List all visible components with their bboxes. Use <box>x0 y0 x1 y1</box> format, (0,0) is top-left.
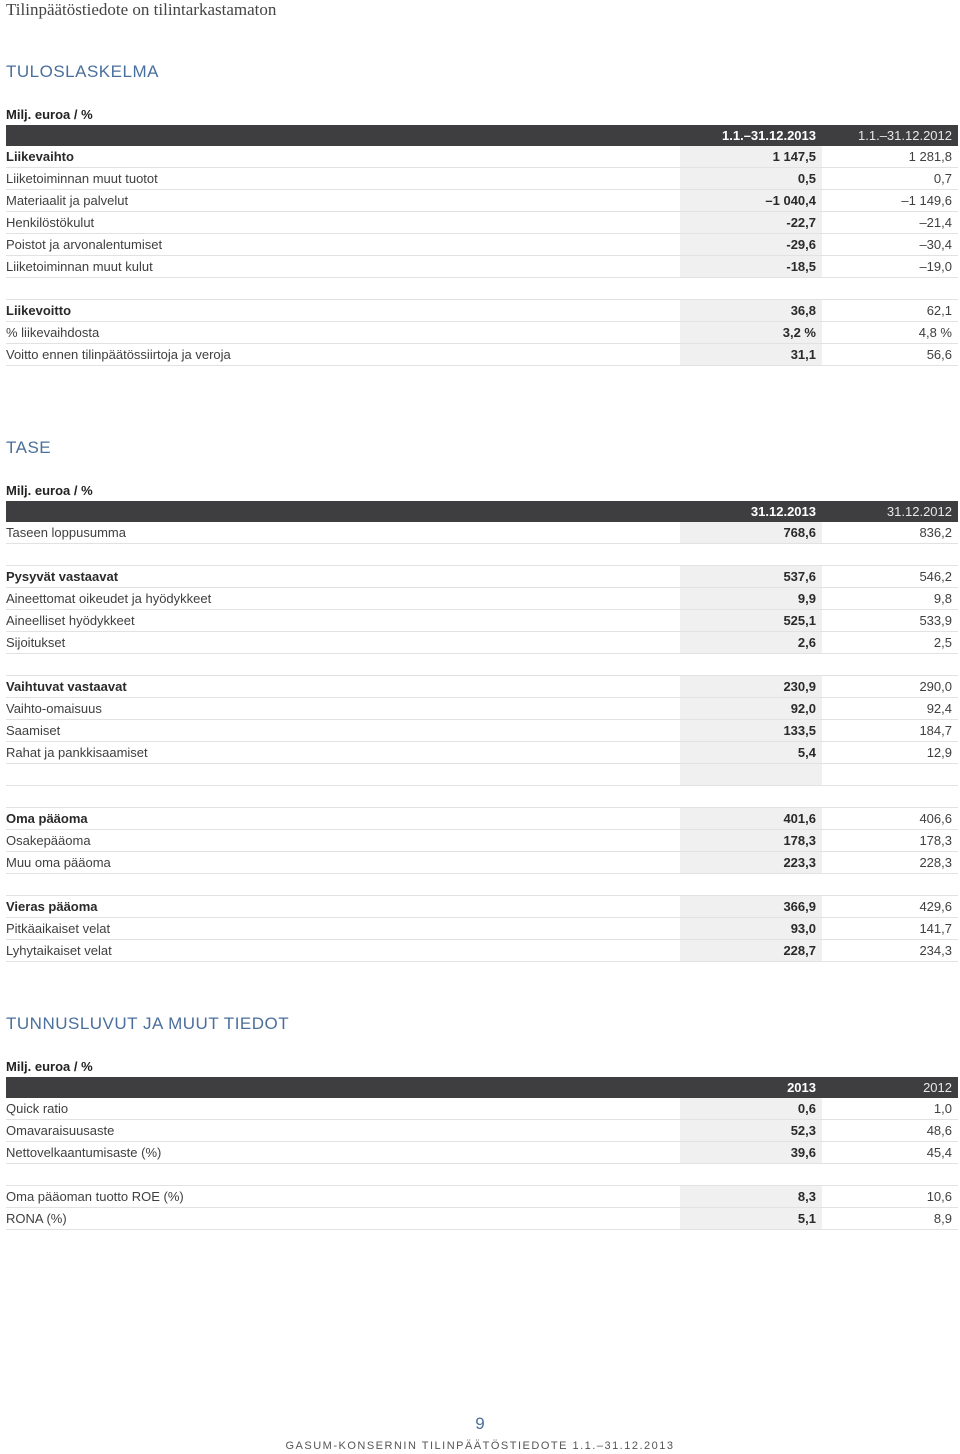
cell <box>680 1164 822 1186</box>
balance-sheet-section <box>6 438 958 962</box>
cell <box>6 764 680 786</box>
value-2013: 366,9 <box>680 896 822 918</box>
income-section-title: TULOSLASKELMA <box>6 62 159 81</box>
table-row <box>6 1208 958 1230</box>
value-2013: 768,6 <box>680 522 822 544</box>
table-row <box>6 830 958 852</box>
row-label: Vaihtuvat vastaavat <box>6 676 680 698</box>
row-label: Muu oma pääoma <box>6 852 680 874</box>
table-header-row <box>6 1077 958 1098</box>
income-table <box>6 125 958 366</box>
value-2012: 429,6 <box>822 896 958 918</box>
value-2012: 8,9 <box>822 1208 958 1230</box>
table-row <box>6 1120 958 1142</box>
row-label <box>6 125 680 146</box>
spacer-row <box>6 1164 958 1186</box>
row-label: Liikevaihto <box>6 146 680 168</box>
row-label: % liikevaihdosta <box>6 322 680 344</box>
row-label: Poistot ja arvonalentumiset <box>6 234 680 256</box>
value-2013: 0,5 <box>680 168 822 190</box>
row-label: Aineettomat oikeudet ja hyödykkeet <box>6 588 680 610</box>
row-label: Liiketoiminnan muut kulut <box>6 256 680 278</box>
row-label <box>6 501 680 522</box>
cell <box>822 874 958 896</box>
ratios-section-title: TUNNUSLUVUT JA MUUT TIEDOT <box>6 1014 290 1033</box>
cell <box>6 786 680 808</box>
value-2013: -29,6 <box>680 234 822 256</box>
value-2013: 230,9 <box>680 676 822 698</box>
column-header-2013: 2013 <box>680 1077 822 1098</box>
cell <box>822 1164 958 1186</box>
value-2013: 2,6 <box>680 632 822 654</box>
table-row <box>6 566 958 588</box>
table-row <box>6 588 958 610</box>
table-header-row <box>6 125 958 146</box>
row-label: Quick ratio <box>6 1098 680 1120</box>
value-2013: 39,6 <box>680 1142 822 1164</box>
row-label: Liiketoiminnan muut tuotot <box>6 168 680 190</box>
value-2012: 533,9 <box>822 610 958 632</box>
income-statement-section <box>6 62 958 366</box>
table-row <box>6 610 958 632</box>
value-2012: 12,9 <box>822 742 958 764</box>
value-2012: –21,4 <box>822 212 958 234</box>
table-row <box>6 742 958 764</box>
footer-title: GASUM-KONSERNIN TILINPÄÄTÖSTIEDOTE 1.1.–31.12.2013 <box>285 1440 675 1452</box>
value-2013: 0,6 <box>680 1098 822 1120</box>
value-2013: 223,3 <box>680 852 822 874</box>
column-header-2012: 31.12.2012 <box>822 501 958 522</box>
table-row <box>6 522 958 544</box>
value-2013: 401,6 <box>680 808 822 830</box>
column-header-2012: 2012 <box>822 1077 958 1098</box>
page-number: 9 <box>475 1414 485 1433</box>
cell <box>6 278 680 300</box>
value-2012: 9,8 <box>822 588 958 610</box>
balance-table <box>6 501 958 962</box>
cell <box>680 874 822 896</box>
value-2012: –19,0 <box>822 256 958 278</box>
table-row <box>6 918 958 940</box>
table-row <box>6 896 958 918</box>
spacer-row <box>6 786 958 808</box>
row-label: Sijoitukset <box>6 632 680 654</box>
value-2012: 45,4 <box>822 1142 958 1164</box>
spacer-row <box>6 278 958 300</box>
table-row <box>6 698 958 720</box>
value-2012: 4,8 % <box>822 322 958 344</box>
table-row <box>6 212 958 234</box>
value-2012: –30,4 <box>822 234 958 256</box>
row-label: Voitto ennen tilinpäätössiirtoja ja veroja <box>6 344 680 366</box>
value-2012: 62,1 <box>822 300 958 322</box>
value-2013: 52,3 <box>680 1120 822 1142</box>
table-row <box>6 808 958 830</box>
value-2013: 8,3 <box>680 1186 822 1208</box>
row-label: Aineelliset hyödykkeet <box>6 610 680 632</box>
row-label: Nettovelkaantumisaste (%) <box>6 1142 680 1164</box>
balance-section-title: TASE <box>6 438 52 457</box>
cell <box>822 786 958 808</box>
spacer-row <box>6 654 958 676</box>
row-label: Saamiset <box>6 720 680 742</box>
spacer-row <box>6 544 958 566</box>
row-label: Pysyvät vastaavat <box>6 566 680 588</box>
table-row <box>6 168 958 190</box>
column-header-2013: 31.12.2013 <box>680 501 822 522</box>
row-label: Rahat ja pankkisaamiset <box>6 742 680 764</box>
value-2013: 9,9 <box>680 588 822 610</box>
income-unit-label: Milj. euroa / % <box>6 107 93 122</box>
table-header-row <box>6 501 958 522</box>
row-label: Lyhytaikaiset velat <box>6 940 680 962</box>
value-2013: 5,1 <box>680 1208 822 1230</box>
cell <box>680 654 822 676</box>
table-row <box>6 344 958 366</box>
value-2013: 133,5 <box>680 720 822 742</box>
value-2013: -18,5 <box>680 256 822 278</box>
value-2013: 93,0 <box>680 918 822 940</box>
key-figures-section <box>6 1014 958 1230</box>
column-header-2013: 1.1.–31.12.2013 <box>680 125 822 146</box>
value-2012: –1 149,6 <box>822 190 958 212</box>
column-header-2012: 1.1.–31.12.2012 <box>822 125 958 146</box>
cell <box>6 1164 680 1186</box>
value-2013: 36,8 <box>680 300 822 322</box>
value-2013: 178,3 <box>680 830 822 852</box>
value-2013: 5,4 <box>680 742 822 764</box>
value-2012: 178,3 <box>822 830 958 852</box>
table-row <box>6 676 958 698</box>
row-label: Osakepääoma <box>6 830 680 852</box>
row-label: Materiaalit ja palvelut <box>6 190 680 212</box>
value-2012: 836,2 <box>822 522 958 544</box>
row-label: Oma pääoman tuotto ROE (%) <box>6 1186 680 1208</box>
value-2013: 3,2 % <box>680 322 822 344</box>
table-row <box>6 852 958 874</box>
value-2012: 10,6 <box>822 1186 958 1208</box>
value-2013: –1 040,4 <box>680 190 822 212</box>
row-label: Liikevoitto <box>6 300 680 322</box>
table-row <box>6 322 958 344</box>
table-row <box>6 234 958 256</box>
cell <box>680 544 822 566</box>
cell <box>680 786 822 808</box>
spacer-row <box>6 764 958 786</box>
cell <box>822 278 958 300</box>
value-2013: 525,1 <box>680 610 822 632</box>
value-2013: 1 147,5 <box>680 146 822 168</box>
value-2013: -22,7 <box>680 212 822 234</box>
document-header: Tilinpäätöstiedote on tilintarkastamaton <box>6 0 277 19</box>
table-row <box>6 1142 958 1164</box>
table-row <box>6 632 958 654</box>
value-2012: 92,4 <box>822 698 958 720</box>
row-label: RONA (%) <box>6 1208 680 1230</box>
ratios-table <box>6 1077 958 1230</box>
row-label: Omavaraisuusaste <box>6 1120 680 1142</box>
cell <box>822 654 958 676</box>
table-row <box>6 720 958 742</box>
value-2013 <box>680 764 822 786</box>
value-2012: 48,6 <box>822 1120 958 1142</box>
value-2012: 228,3 <box>822 852 958 874</box>
table-row <box>6 1186 958 1208</box>
value-2013: 228,7 <box>680 940 822 962</box>
table-row <box>6 146 958 168</box>
value-2012: 2,5 <box>822 632 958 654</box>
row-label: Henkilöstökulut <box>6 212 680 234</box>
table-row <box>6 190 958 212</box>
balance-unit-label: Milj. euroa / % <box>6 483 93 498</box>
cell <box>680 278 822 300</box>
value-2012: 1 281,8 <box>822 146 958 168</box>
table-row <box>6 300 958 322</box>
table-row <box>6 1098 958 1120</box>
spacer-row <box>6 874 958 896</box>
ratios-unit-label: Milj. euroa / % <box>6 1059 93 1074</box>
value-2012: 184,7 <box>822 720 958 742</box>
row-label: Taseen loppusumma <box>6 522 680 544</box>
row-label: Oma pääoma <box>6 808 680 830</box>
value-2012: 406,6 <box>822 808 958 830</box>
cell <box>822 764 958 786</box>
value-2012: 0,7 <box>822 168 958 190</box>
value-2012: 546,2 <box>822 566 958 588</box>
value-2012: 56,6 <box>822 344 958 366</box>
row-label <box>6 1077 680 1098</box>
table-row <box>6 940 958 962</box>
value-2012: 1,0 <box>822 1098 958 1120</box>
value-2013: 537,6 <box>680 566 822 588</box>
table-row <box>6 256 958 278</box>
cell <box>822 544 958 566</box>
row-label: Vaihto-omaisuus <box>6 698 680 720</box>
cell <box>6 874 680 896</box>
value-2013: 31,1 <box>680 344 822 366</box>
cell <box>6 654 680 676</box>
row-label: Vieras pääoma <box>6 896 680 918</box>
value-2012: 290,0 <box>822 676 958 698</box>
row-label: Pitkäaikaiset velat <box>6 918 680 940</box>
value-2012: 234,3 <box>822 940 958 962</box>
value-2013: 92,0 <box>680 698 822 720</box>
value-2012: 141,7 <box>822 918 958 940</box>
cell <box>6 544 680 566</box>
